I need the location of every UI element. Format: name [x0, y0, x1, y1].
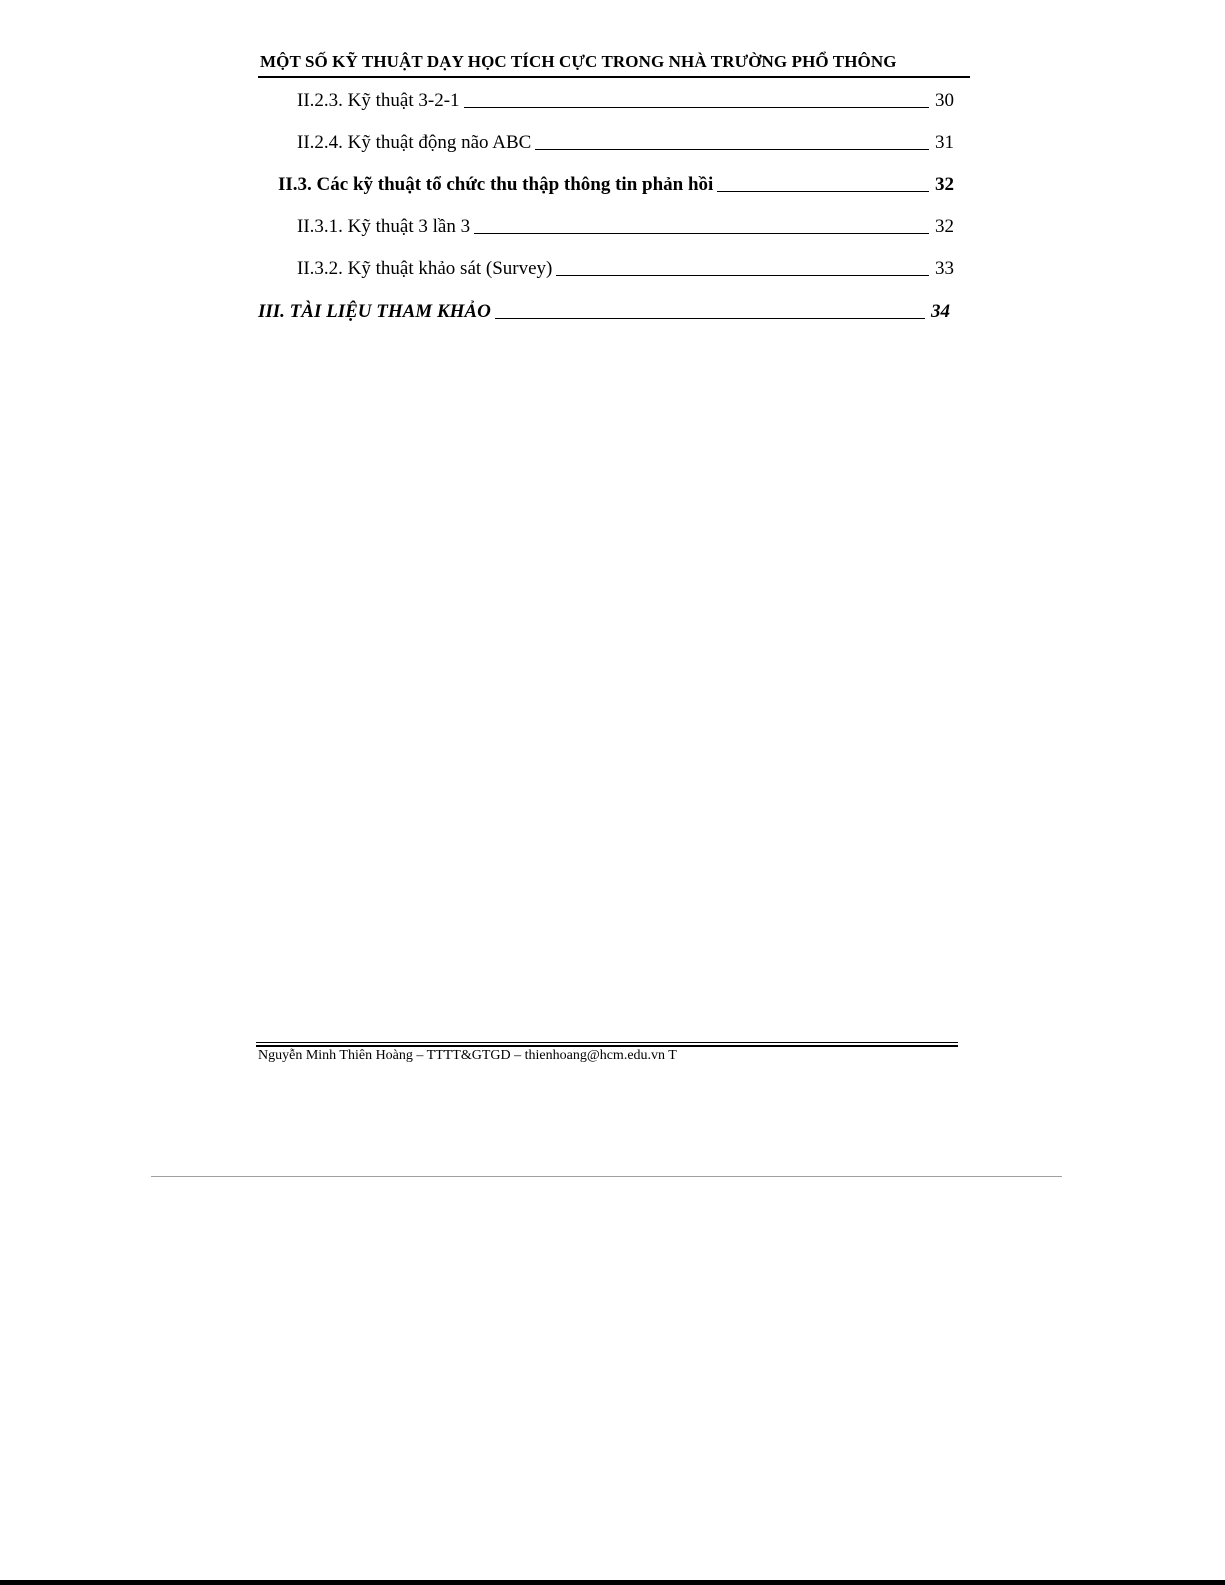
toc-entry-title: II.3.1. Kỹ thuật 3 lần 3 — [297, 216, 471, 237]
toc-leader-line — [535, 148, 929, 150]
toc-page-number: 31 — [935, 132, 954, 153]
toc-leader-line — [474, 232, 929, 234]
toc-entry[interactable] — [297, 254, 954, 280]
toc-page-number: 32 — [935, 174, 954, 195]
page-separator — [151, 1176, 1062, 1177]
document-title: MỘT SỐ KỸ THUẬT DẠY HỌC TÍCH CỰC TRONG NHÀ TRƯỜNG PHỔ THÔNG — [260, 52, 897, 71]
toc-leader-line — [717, 190, 929, 192]
toc-entry-title: II.3.2. Kỹ thuật khảo sát (Survey) — [297, 258, 553, 279]
toc-page-number: 33 — [935, 258, 954, 279]
toc-entry[interactable] — [258, 297, 950, 323]
toc-entry-title: II.3. Các kỹ thuật tổ chức thu thập thông tin phản hồi — [278, 174, 714, 195]
toc-page-number: 30 — [935, 90, 954, 111]
toc-page-number: 34 — [931, 301, 950, 322]
footer-divider — [256, 1042, 958, 1043]
footer-author-line: Nguyễn Minh Thiên Hoàng – TTTT&GTGD – thienhoang@hcm.edu.vn T — [258, 1048, 677, 1063]
toc-entry[interactable] — [297, 128, 954, 154]
toc-leader-line — [556, 274, 929, 276]
toc-entry-title: II.2.4. Kỹ thuật động não ABC — [297, 132, 532, 153]
footer-divider — [256, 1045, 958, 1047]
toc-entry[interactable] — [278, 170, 954, 196]
toc-leader-line — [464, 106, 929, 108]
toc-entry[interactable] — [297, 86, 954, 112]
toc-leader-line — [495, 317, 925, 319]
toc-page-number: 32 — [935, 216, 954, 237]
page-bottom-edge — [0, 1580, 1225, 1585]
toc-entry-title: II.2.3. Kỹ thuật 3-2-1 — [297, 90, 460, 111]
page-header — [258, 50, 970, 78]
toc-entry-title: III. TÀI LIỆU THAM KHẢO — [258, 301, 491, 322]
toc-entry[interactable] — [297, 212, 954, 238]
